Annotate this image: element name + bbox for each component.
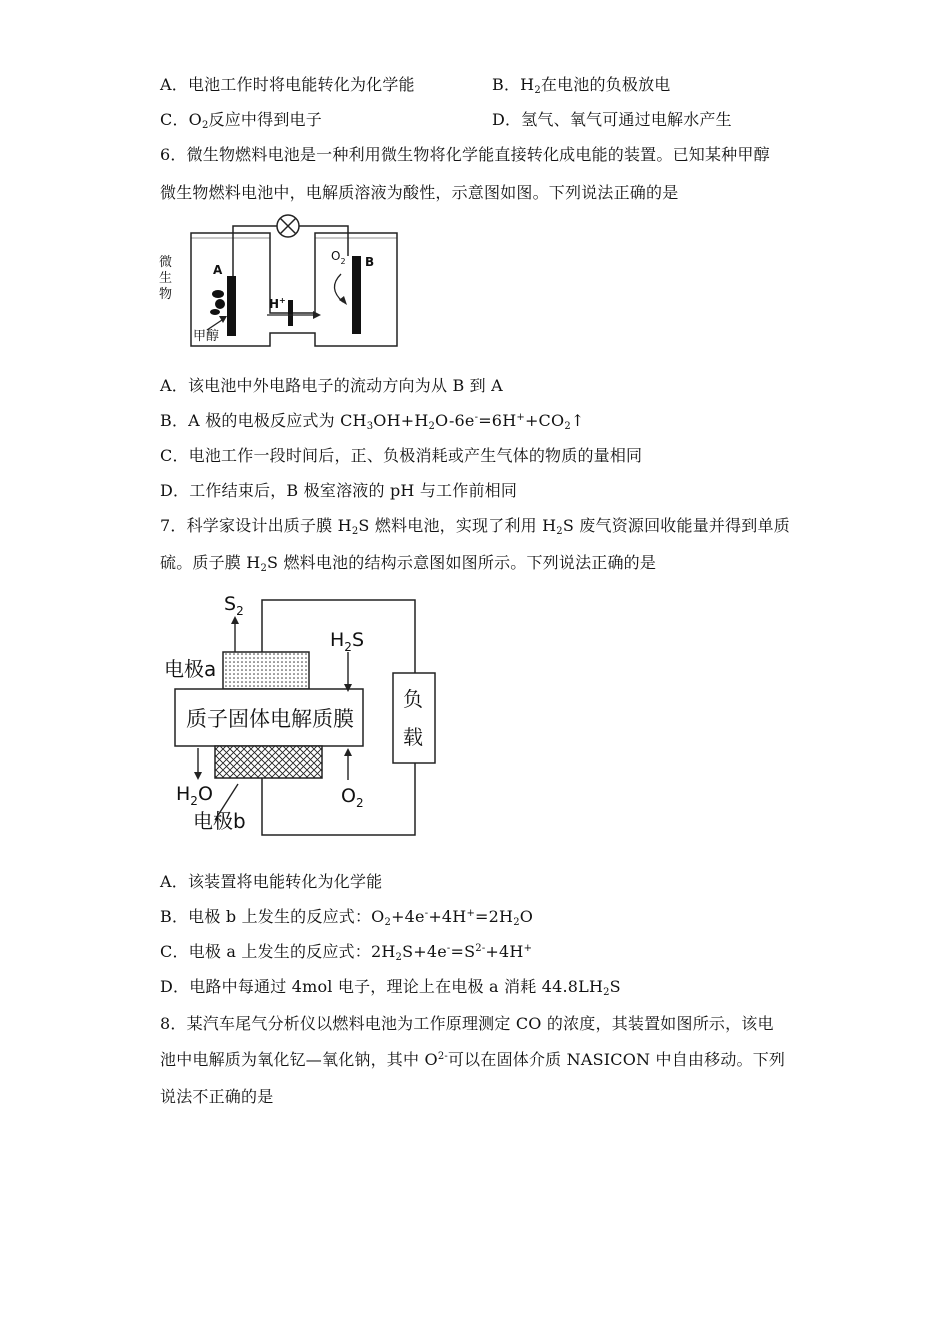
q6-option-a: A．该电池中外电路电子的流动方向为从 B 到 A — [160, 376, 503, 395]
q6-label-o2: $O_2$ — [331, 249, 346, 266]
q5-option-d-text: D．氢气、氧气可通过电解水产生 — [492, 110, 732, 129]
q7-stem-line1: 7．科学家设计出质子膜 $H_2S$ 燃料电池，实现了利用 $H_2S$ 废气资源回收能量并得到单质 — [160, 516, 790, 537]
q8-stem-line3: 说法不正确的是 — [160, 1087, 274, 1106]
q5-option-c-text2: 反应中得到电子 — [208, 110, 322, 129]
q7-option-d: D．电路中每通过 4mol 电子，理论上在电极 a 消耗 $44.8LH_2S$ — [160, 977, 621, 998]
q6-option-c: C．电池工作一段时间后，正、负极消耗或产生气体的物质的量相同 — [160, 446, 643, 465]
q6-label-a: A — [213, 263, 223, 277]
q5-option-a — [160, 75, 415, 95]
q6-label-h: H+ — [269, 296, 286, 311]
q7-label-s2: $S_2$ — [224, 593, 244, 618]
q6-proton-membrane — [288, 300, 293, 326]
q6-label-methanol: 甲醇 — [193, 329, 220, 344]
q7-label-h2o: $H_2O$ — [176, 783, 213, 808]
q5-option-d — [492, 110, 732, 130]
q7-option-b: B．电极 b 上发生的反应式：$O_2+4e^-+4H^+=2H_2O$ — [160, 907, 534, 928]
q6-stem-line2: 微生物燃料电池中，电解质溶液为酸性，示意图如图。下列说法正确的是 — [160, 183, 679, 202]
q6-label-b: B — [365, 255, 375, 269]
q7-electrode-a — [223, 652, 309, 689]
q7-label-electrode-b: 电极b — [193, 809, 246, 833]
q5-option-c-text: C．O — [160, 110, 202, 129]
q6-label-microbe-2: 生 — [159, 271, 173, 286]
q7-electrode-b — [215, 746, 322, 778]
q6-option-b: B．A 极的电极反应式为 $CH_3OH+H_2O-6e^-=6H^++CO_2↑$ — [160, 411, 585, 432]
q6-microbe-icon — [212, 290, 224, 298]
q6-electrode-a — [227, 276, 236, 336]
q8-stem-line2: 池中电解质为氧化钇—氧化钠，其中 $O^{2-}$可以在固体介质 NASICON 中自由移动。下列 — [160, 1050, 786, 1069]
q7-label-membrane: 质子固体电解质膜 — [186, 707, 354, 731]
q7-option-a: A．该装置将电能转化为化学能 — [160, 872, 383, 891]
q6-oxygen-arrow — [334, 274, 343, 302]
q5-option-a-text: A．电池工作时将电能转化为化学能 — [160, 75, 415, 94]
q7-option-c: C．电极 a 上发生的反应式：$2H_2S+4e^-=S^{2-}+4H^+$ — [160, 942, 533, 963]
q7-label-h2s: $H_2S$ — [330, 629, 364, 654]
q5-option-b-sub: 2 — [534, 85, 541, 96]
q5-option-c — [160, 110, 322, 130]
q6-option-d: D．工作结束后，B 极室溶液的 pH 与工作前相同 — [160, 481, 518, 500]
q6-figure-microbial-fuel-cell — [155, 208, 415, 350]
q6-wire-right — [299, 226, 348, 256]
q6-container — [191, 233, 397, 346]
q7-figure-h2s-fuel-cell — [160, 588, 440, 840]
q7-label-load-1: 负 — [403, 687, 423, 711]
q5-option-c-sub: 2 — [201, 120, 209, 131]
q6-label-microbe-1: 微 — [159, 255, 173, 270]
q8-stem-line1: 8．某汽车尾气分析仪以燃料电池为工作原理测定 CO 的浓度，其装置如图所示，该电 — [160, 1014, 774, 1033]
q7-label-o2: $O_2$ — [341, 785, 364, 810]
q6-stem-line1: 6．微生物燃料电池是一种利用微生物将化学能直接转化成电能的装置。已知某种甲醇 — [160, 145, 770, 164]
q7-label-load-2: 载 — [403, 725, 423, 749]
q6-label-microbe-3: 物 — [159, 287, 173, 302]
q5-option-b-text: B．H — [492, 75, 535, 94]
q5-option-b — [492, 75, 670, 95]
q7-label-electrode-a: 电极a — [164, 657, 217, 681]
q7-stem-line2: 硫。质子膜 $H_2S$ 燃料电池的结构示意图如图所示。下列说法正确的是 — [160, 553, 657, 574]
q5-option-b-text2: 在电池的负极放电 — [540, 75, 671, 94]
q6-electrode-b — [352, 256, 361, 334]
